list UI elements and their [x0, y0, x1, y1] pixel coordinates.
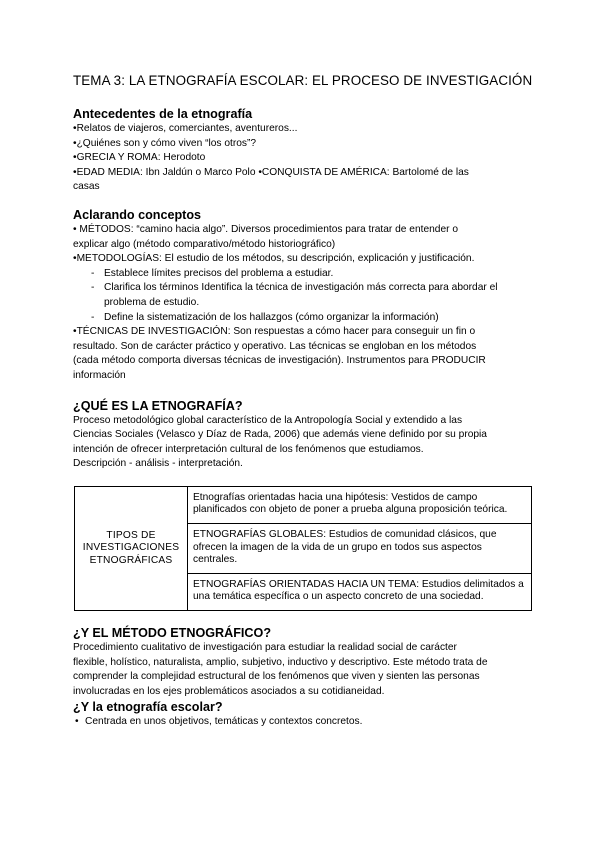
dash-marker: - [91, 282, 95, 294]
text-line: flexible, holístico, naturalista, amplio, subjetivo, inductivo y descriptivo. Este método trata de [73, 656, 488, 668]
heading-que-es: ¿QUÉ ES LA ETNOGRAFÍA? [73, 398, 243, 413]
list-item-text: Clarifica los términos Identifica la técnica de investigación más correcta para abordar el problema de estudio. [104, 282, 498, 308]
table-cell: ETNOGRAFÍAS ORIENTADAS HACIA UN TEMA: Estudios delimitados a una temática específica o un aspecto concreto de una sociedad. [188, 573, 532, 610]
text-line: casas [73, 181, 100, 193]
heading-antecedentes: Antecedentes de la etnografía [73, 107, 253, 121]
text-line: (cada método comporta diversas técnicas de investigación). Instrumentos para PRODUCIR [73, 355, 486, 367]
table-left-cell: TIPOS DE INVESTIGACIONES ETNOGRÁFICAS [75, 486, 188, 610]
list-item-text: Establece límites precisos del problema a estudiar. [104, 267, 334, 279]
text-line: •GRECIA Y ROMA: Herodoto [73, 152, 206, 164]
list-item [73, 715, 533, 730]
text-line: involucradas en los ejes problemáticos asociados a su cotidianeidad. [73, 685, 385, 697]
dash-list [73, 267, 533, 325]
dash-marker: - [91, 311, 95, 323]
types-table [74, 486, 532, 611]
text-line: Proceso metodológico global característico de la Antropología Social y extendido a las [73, 414, 463, 426]
content [73, 106, 533, 730]
text-line: •EDAD MEDIA: Ibn Jaldún o Marco Polo •CONQUISTA DE AMÉRICA: Bartolomé de las [73, 166, 469, 178]
list-item [73, 267, 533, 282]
dash-marker: - [91, 267, 95, 279]
text-line: •Relatos de viajeros, comerciantes, aventureros... [73, 123, 298, 134]
heading-escolar: ¿Y la etnografía escolar? [73, 700, 223, 715]
text-line: explicar algo (método comparativo/método historiográfico) [73, 238, 336, 250]
table-cell: Etnografías orientadas hacia una hipótesis: Vestidos de campo planificados con objeto de poner a prueba alguna proposición teórica. [188, 486, 532, 523]
text-line: •¿Quiénes son y cómo viven “los otros”? [73, 137, 257, 149]
text-line: • MÉTODOS: “camino hacia algo”. Diversos procedimientos para tratar de entender o [73, 223, 459, 235]
text-line: •METODOLOGÍAS: El estudio de los métodos, su descripción, explicación y justificación. [73, 253, 475, 265]
table-cell: ETNOGRAFÍAS GLOBALES: Estudios de comunidad clásicos, que ofrecen la imagen de la vida de un grupo en todos sus aspectos centrales. [188, 524, 532, 574]
list-item [73, 311, 533, 326]
page-title: TEMA 3: LA ETNOGRAFÍA ESCOLAR: EL PROCESO DE INVESTIGACIÓN [73, 73, 533, 88]
text-line: comprender la complejidad estructural de los fenómenos que viven y sienten las personas [73, 671, 480, 683]
text-line: •TÉCNICAS DE INVESTIGACIÓN: Son respuestas a cómo hacer para conseguir un fin o [73, 326, 476, 338]
heading-metodo: ¿Y EL MÉTODO ETNOGRÁFICO? [73, 626, 272, 641]
text-line: Descripción - análisis - interpretación. [73, 458, 243, 470]
text-line: Ciencias Sociales (Velasco y Díaz de Rada, 2006) que además viene definido por su propia [73, 429, 487, 441]
list-item-text: Centrada en unos objetivos, temáticas y contextos concretos. [85, 716, 363, 728]
heading-aclarando: Aclarando conceptos [73, 207, 202, 222]
text-line: resultado. Son de carácter práctico y operativo. Las técnicas se engloban en los métodos [73, 340, 477, 352]
table-row [75, 486, 532, 523]
text-line: Procedimiento cualitativo de investigación para estudiar la realidad social de carácter [73, 642, 457, 654]
text-line: intención de ofrecer interpretación cultural de los fenómenos que estudiamos. [73, 443, 424, 455]
list-item-text: Define la sistematización de los hallazgos (cómo organizar la información) [104, 311, 439, 323]
text-line: información [73, 369, 126, 381]
list-item [73, 281, 533, 310]
bullet-marker: • [75, 716, 79, 728]
